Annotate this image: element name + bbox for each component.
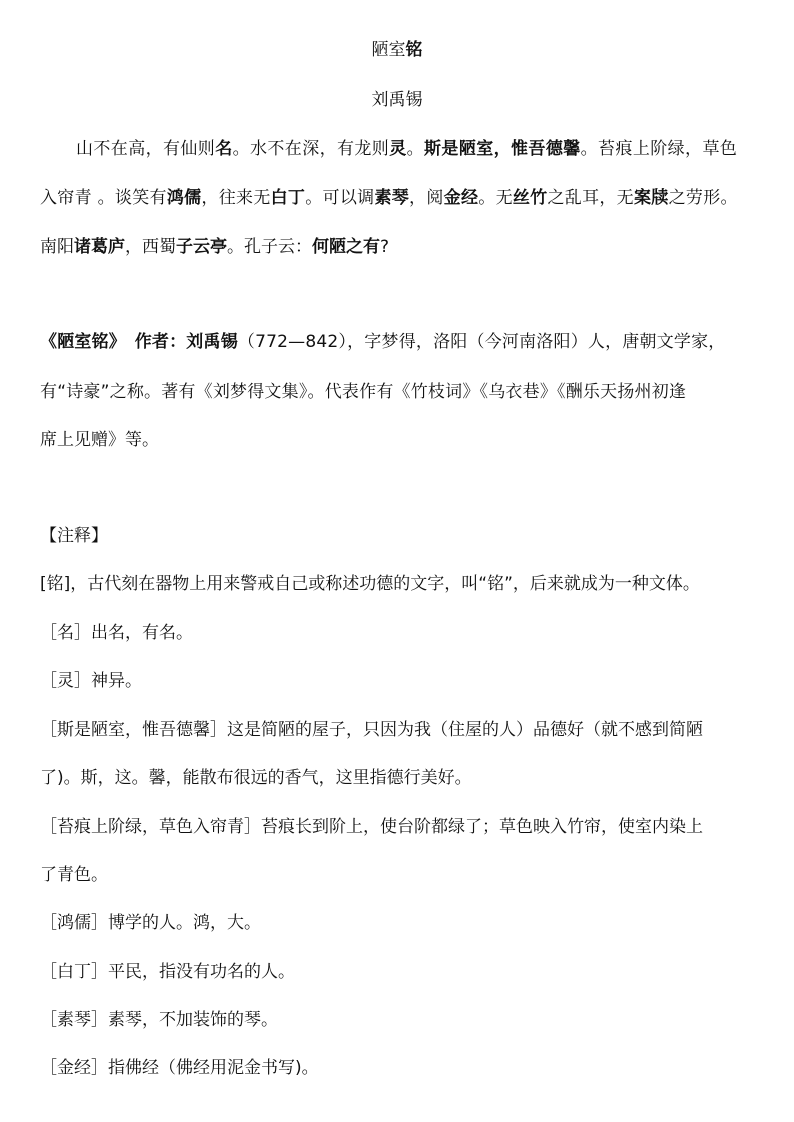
- note-line: ［素琴］素琴，不加装饰的琴。: [40, 1010, 278, 1030]
- poem-line: 入帘青 。谈笑有鸿儒，往来无白丁。可以调素琴，阅金经。无丝竹之乱耳，无案牍之劳形。: [40, 188, 738, 208]
- intro-line: 席上见赠》等。: [40, 430, 159, 450]
- poem-line: 南阳诸葛庐，西蜀子云亭。孔子云：何陋之有?: [40, 237, 390, 257]
- note-line: ［鸿儒］博学的人。鸿，大。: [40, 913, 261, 933]
- author-line: 刘禹锡: [371, 90, 423, 110]
- note-line: [铭]，古代刻在器物上用来警戒自己或称述功德的文字，叫“铭”，后来就成为一种文体。: [40, 574, 700, 594]
- note-line: ［灵］神异。: [40, 671, 142, 691]
- intro-line: 有“诗豪”之称。著有《刘梦得文集》。代表作有《竹枝词》《乌衣巷》《酬乐天扬州初逢: [40, 382, 687, 402]
- note-line: ［金经］指佛经（佛经用泥金书写)。: [40, 1058, 319, 1078]
- intro-line: 《陋室铭》 作者：刘禹锡（772—842），字梦得，洛阳（今河南洛阳）人，唐朝文学家，: [40, 332, 726, 352]
- note-line: ［名］出名，有名。: [40, 623, 193, 643]
- document-title: 陋室铭: [371, 40, 423, 60]
- note-line: ［白丁］平民，指没有功名的人。: [40, 962, 295, 982]
- note-line: 了)。斯，这。馨，能散布很远的香气，这里指德行美好。: [40, 768, 472, 788]
- note-line: 了青色。: [40, 865, 108, 885]
- note-line: ［斯是陋室，惟吾德馨］这是简陋的屋子，只因为我（住屋的人）品德好（就不感到简陋: [40, 720, 703, 740]
- poem-line: 山不在高，有仙则名。水不在深，有龙则灵。斯是陋室，惟吾德馨。苔痕上阶绿，草色: [76, 139, 738, 159]
- notes-heading: 【注释】: [40, 526, 108, 546]
- note-line: ［苔痕上阶绿，草色入帘青］苔痕长到阶上，使台阶都绿了；草色映入竹帘，使室内染上: [40, 817, 703, 837]
